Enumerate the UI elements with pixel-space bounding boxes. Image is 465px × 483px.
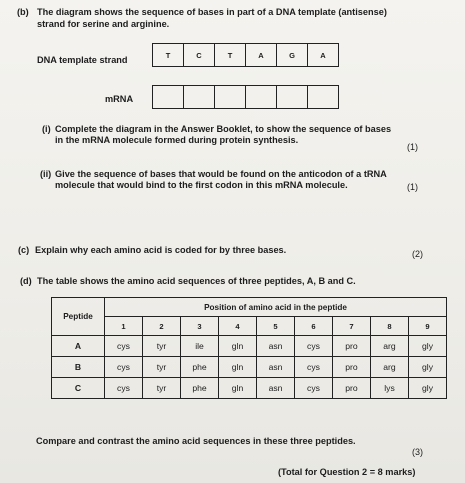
question-b-i-line2: in the mRNA molecule formed during protein synthesis. [55,135,299,145]
dna-strand-label: DNA template strand [37,55,128,65]
amino-acid-cell: cys [295,336,333,357]
amino-acid-cell: phe [181,378,219,399]
amino-acid-cell: asn [257,378,295,399]
part-d-marks: (3) [412,447,423,457]
part-d-label: (d) [20,276,32,286]
amino-acid-cell: gly [409,378,447,399]
mrna-base-blank[interactable] [308,86,338,108]
question-total: (Total for Question 2 = 8 marks) [278,467,416,477]
mrna-base-blank[interactable] [277,86,308,108]
dna-base: T [153,44,184,66]
position-number: 2 [143,317,181,336]
part-c-text-bold: three [232,245,256,255]
amino-acid-cell: ile [181,336,219,357]
position-header: Position of amino acid in the peptide [105,298,447,317]
part-d-question: Compare and contrast the amino acid sequences in these three peptides. [36,436,356,446]
dna-strand-diagram [152,43,339,67]
amino-acid-cell: gly [409,357,447,378]
part-c-text-after: bases. [255,245,287,255]
question-b-i-label: (i) [42,124,51,134]
position-number: 7 [333,317,371,336]
dna-base: T [215,44,246,66]
amino-acid-cell: arg [371,357,409,378]
part-c-label: (c) [18,245,30,255]
position-number: 3 [181,317,219,336]
amino-acid-cell: arg [371,336,409,357]
peptide-label: C [52,378,105,399]
table-row [52,378,447,399]
amino-acid-cell: cys [295,378,333,399]
part-b-intro-line2: strand for serine and arginine. [37,19,170,29]
mrna-base-blank[interactable] [153,86,184,108]
amino-acid-cell: pro [333,336,371,357]
amino-acid-cell: lys [371,378,409,399]
dna-base: A [320,50,326,60]
part-d-intro: The table shows the amino acid sequences of three peptides, A, B and C. [37,276,356,286]
peptide-label: A [52,336,105,357]
question-b-ii-line1: Give the sequence of bases that would be found on the anticodon of a tRNA [55,169,387,179]
amino-acid-cell: tyr [143,378,181,399]
question-b-i-marks: (1) [407,142,418,152]
mrna-base-blank[interactable] [215,86,246,108]
question-b-ii-marks: (1) [407,182,418,192]
amino-acid-cell: phe [181,357,219,378]
peptide-label: B [52,357,105,378]
position-number: 9 [409,317,447,336]
amino-acid-cell: pro [333,357,371,378]
part-b-label: (b) [17,7,29,17]
amino-acid-cell: gly [409,336,447,357]
position-number: 1 [105,317,143,336]
position-number: 5 [257,317,295,336]
question-b-i-line1: Complete the diagram in the Answer Booklet, to show the sequence of bases [55,124,392,134]
amino-acid-cell: pro [333,378,371,399]
amino-acid-cell: cys [105,357,143,378]
position-number: 8 [371,317,409,336]
mrna-strand-diagram [152,85,339,109]
part-b-intro-line1: The diagram shows the sequence of bases in part of a DNA template (antisense) [37,7,387,17]
part-c-text-before: Explain why each amino acid is coded for by [35,245,233,255]
dna-base: C [184,44,215,66]
amino-acid-cell: cys [105,336,143,357]
table-row [52,336,447,357]
peptide-column-header: Peptide [52,298,105,336]
amino-acid-cell: cys [295,357,333,378]
part-c-marks: (2) [412,249,423,259]
table-row [52,357,447,378]
mrna-base-blank[interactable] [246,86,277,108]
question-b-ii-label: (ii) [40,169,52,179]
amino-acid-cell: tyr [143,336,181,357]
amino-acid-cell: gln [219,378,257,399]
part-c-question [35,245,286,256]
position-number: 4 [219,317,257,336]
mrna-base-blank[interactable] [184,86,215,108]
amino-acid-cell: gln [219,357,257,378]
amino-acid-cell: asn [257,357,295,378]
peptide-table [51,297,447,399]
amino-acid-cell: asn [257,336,295,357]
amino-acid-cell: tyr [143,357,181,378]
dna-base: A [246,44,277,66]
question-b-ii-line2: molecule that would bind to the first codon in this mRNA molecule. [55,180,348,190]
amino-acid-cell: gln [219,336,257,357]
amino-acid-cell: cys [105,378,143,399]
dna-base: G [277,44,308,66]
mrna-label: mRNA [105,94,134,104]
position-number: 6 [295,317,333,336]
